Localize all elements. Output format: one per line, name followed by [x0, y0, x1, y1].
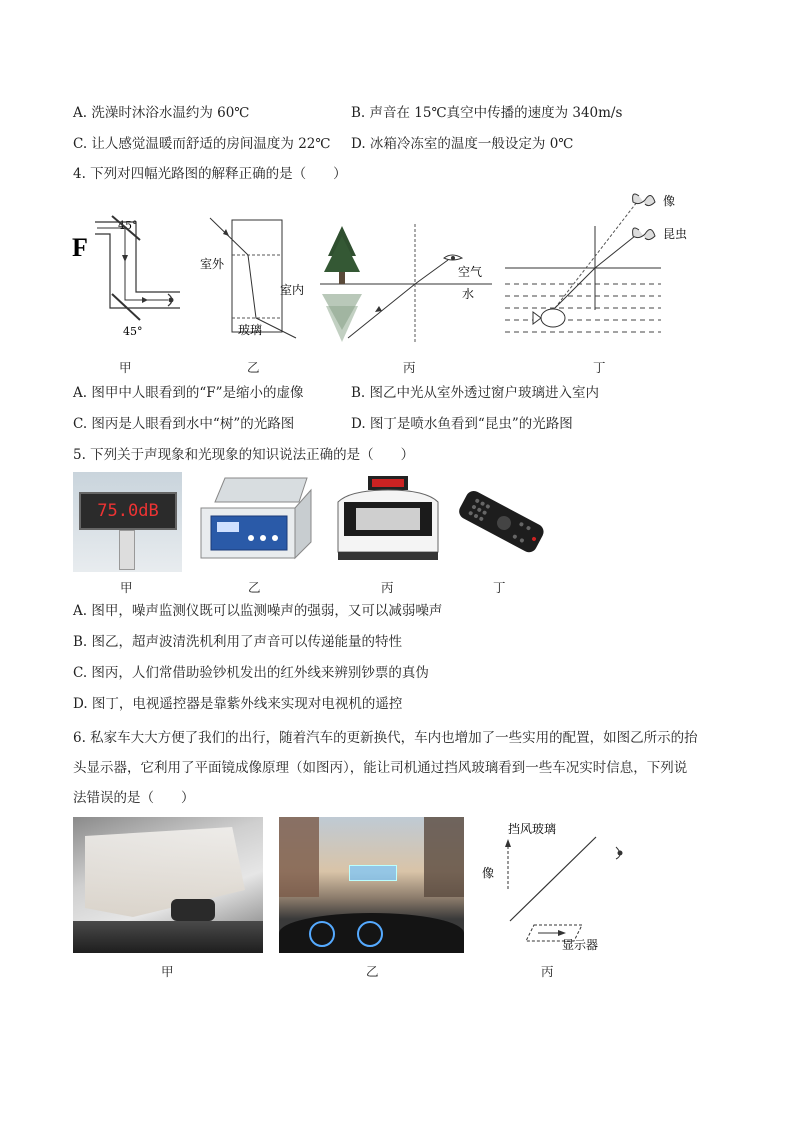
q6-caption-3: 丙 — [541, 964, 554, 979]
q4-option-b: B. 图乙中光从室外透过窗户玻璃进入室内 — [351, 385, 600, 401]
q3-option-b: B. 声音在 15℃真空中传播的速度为 340m/s — [351, 105, 623, 121]
q3-option-a: A. 洗澡时沐浴水温约为 60℃ — [73, 105, 250, 121]
inside-label: 室内 — [280, 283, 305, 297]
water-label: 水 — [462, 287, 475, 301]
q5-caption-2: 乙 — [248, 580, 261, 595]
noise-reading: 75.0dB — [79, 492, 177, 530]
q3-option-d: D. 冰箱冷冻室的温度一般设定为 0℃ — [351, 136, 574, 152]
q5-stem: 5. 下列关于声现象和光现象的知识说法正确的是（ ） — [73, 447, 415, 463]
q4-stem: 4. 下列对四幅光路图的解释正确的是（ ） — [73, 166, 347, 182]
q4-caption-4: 丁 — [593, 360, 606, 375]
periscope-figure — [70, 212, 195, 344]
image-label: 像 — [482, 866, 495, 880]
q5-caption-1: 甲 — [120, 580, 133, 595]
hud-principle-diagram — [478, 817, 638, 957]
remote-control-photo — [450, 472, 550, 572]
window-glass-figure — [196, 212, 306, 344]
q5-option-b: B. 图乙，超声波清洗机利用了声音可以传递能量的特性 — [73, 634, 403, 650]
fish-insect-figure — [505, 190, 695, 345]
ultrasonic-cleaner-photo — [195, 472, 315, 572]
q6-line-3: 法错误的是（ ） — [73, 790, 195, 806]
q4-caption-1: 甲 — [119, 360, 132, 375]
q5-option-c: C. 图丙，人们常借助验钞机发出的红外线来辨别钞票的真伪 — [73, 665, 429, 681]
insect-label: 昆虫 — [663, 227, 688, 241]
outside-label: 室外 — [200, 257, 225, 271]
fish-icon — [541, 309, 565, 327]
air-label: 空气 — [458, 265, 483, 279]
money-counter-photo — [330, 472, 445, 572]
hud-street-photo — [279, 817, 464, 953]
car-window-photo — [73, 817, 263, 953]
q5-caption-3: 丙 — [381, 580, 394, 595]
q4-option-a: A. 图甲中人眼看到的“F”是缩小的虚像 — [73, 385, 304, 401]
q5-option-d: D. 图丁，电视遥控器是靠紫外线来实现对电视机的遥控 — [73, 696, 403, 712]
q6-caption-1: 甲 — [161, 964, 174, 979]
q3-option-c: C. 让人感觉温暖而舒适的房间温度为 22℃ — [73, 136, 331, 152]
image-label: 像 — [663, 194, 676, 208]
q4-caption-2: 乙 — [247, 360, 260, 375]
glass-label: 玻璃 — [238, 323, 263, 337]
q5-option-a: A. 图甲，噪声监测仪既可以监测噪声的强弱，又可以减弱噪声 — [73, 603, 443, 619]
noise-monitor-photo — [73, 472, 182, 572]
q6-line-2: 头显示器，它利用了平面镜成像原理（如图丙），能让司机通过挡风玻璃看到一些车况实时信息，下列说 — [73, 760, 688, 776]
q5-caption-4: 丁 — [493, 580, 506, 595]
q4-caption-3: 丙 — [403, 360, 416, 375]
butterfly-icon — [633, 194, 655, 206]
q4-option-c: C. 图丙是人眼看到水中“树”的光路图 — [73, 416, 295, 432]
tree-reflection-figure — [320, 222, 495, 346]
q6-line-1: 6. 私家车大大方便了我们的出行，随着汽车的更新换代，车内也增加了一些实用的配置，如图乙所示的抬 — [73, 730, 698, 746]
q4-option-d: D. 图丁是喷水鱼看到“昆虫”的光路图 — [351, 416, 573, 432]
letter-f: F — [72, 233, 88, 262]
angle-bottom-label: 45° — [123, 325, 143, 338]
butterfly-icon-2 — [633, 228, 655, 240]
angle-top-label: 45° — [118, 219, 138, 232]
windshield-label: 挡风玻璃 — [508, 822, 557, 836]
display-label: 显示器 — [562, 938, 599, 952]
q6-caption-2: 乙 — [366, 964, 379, 979]
